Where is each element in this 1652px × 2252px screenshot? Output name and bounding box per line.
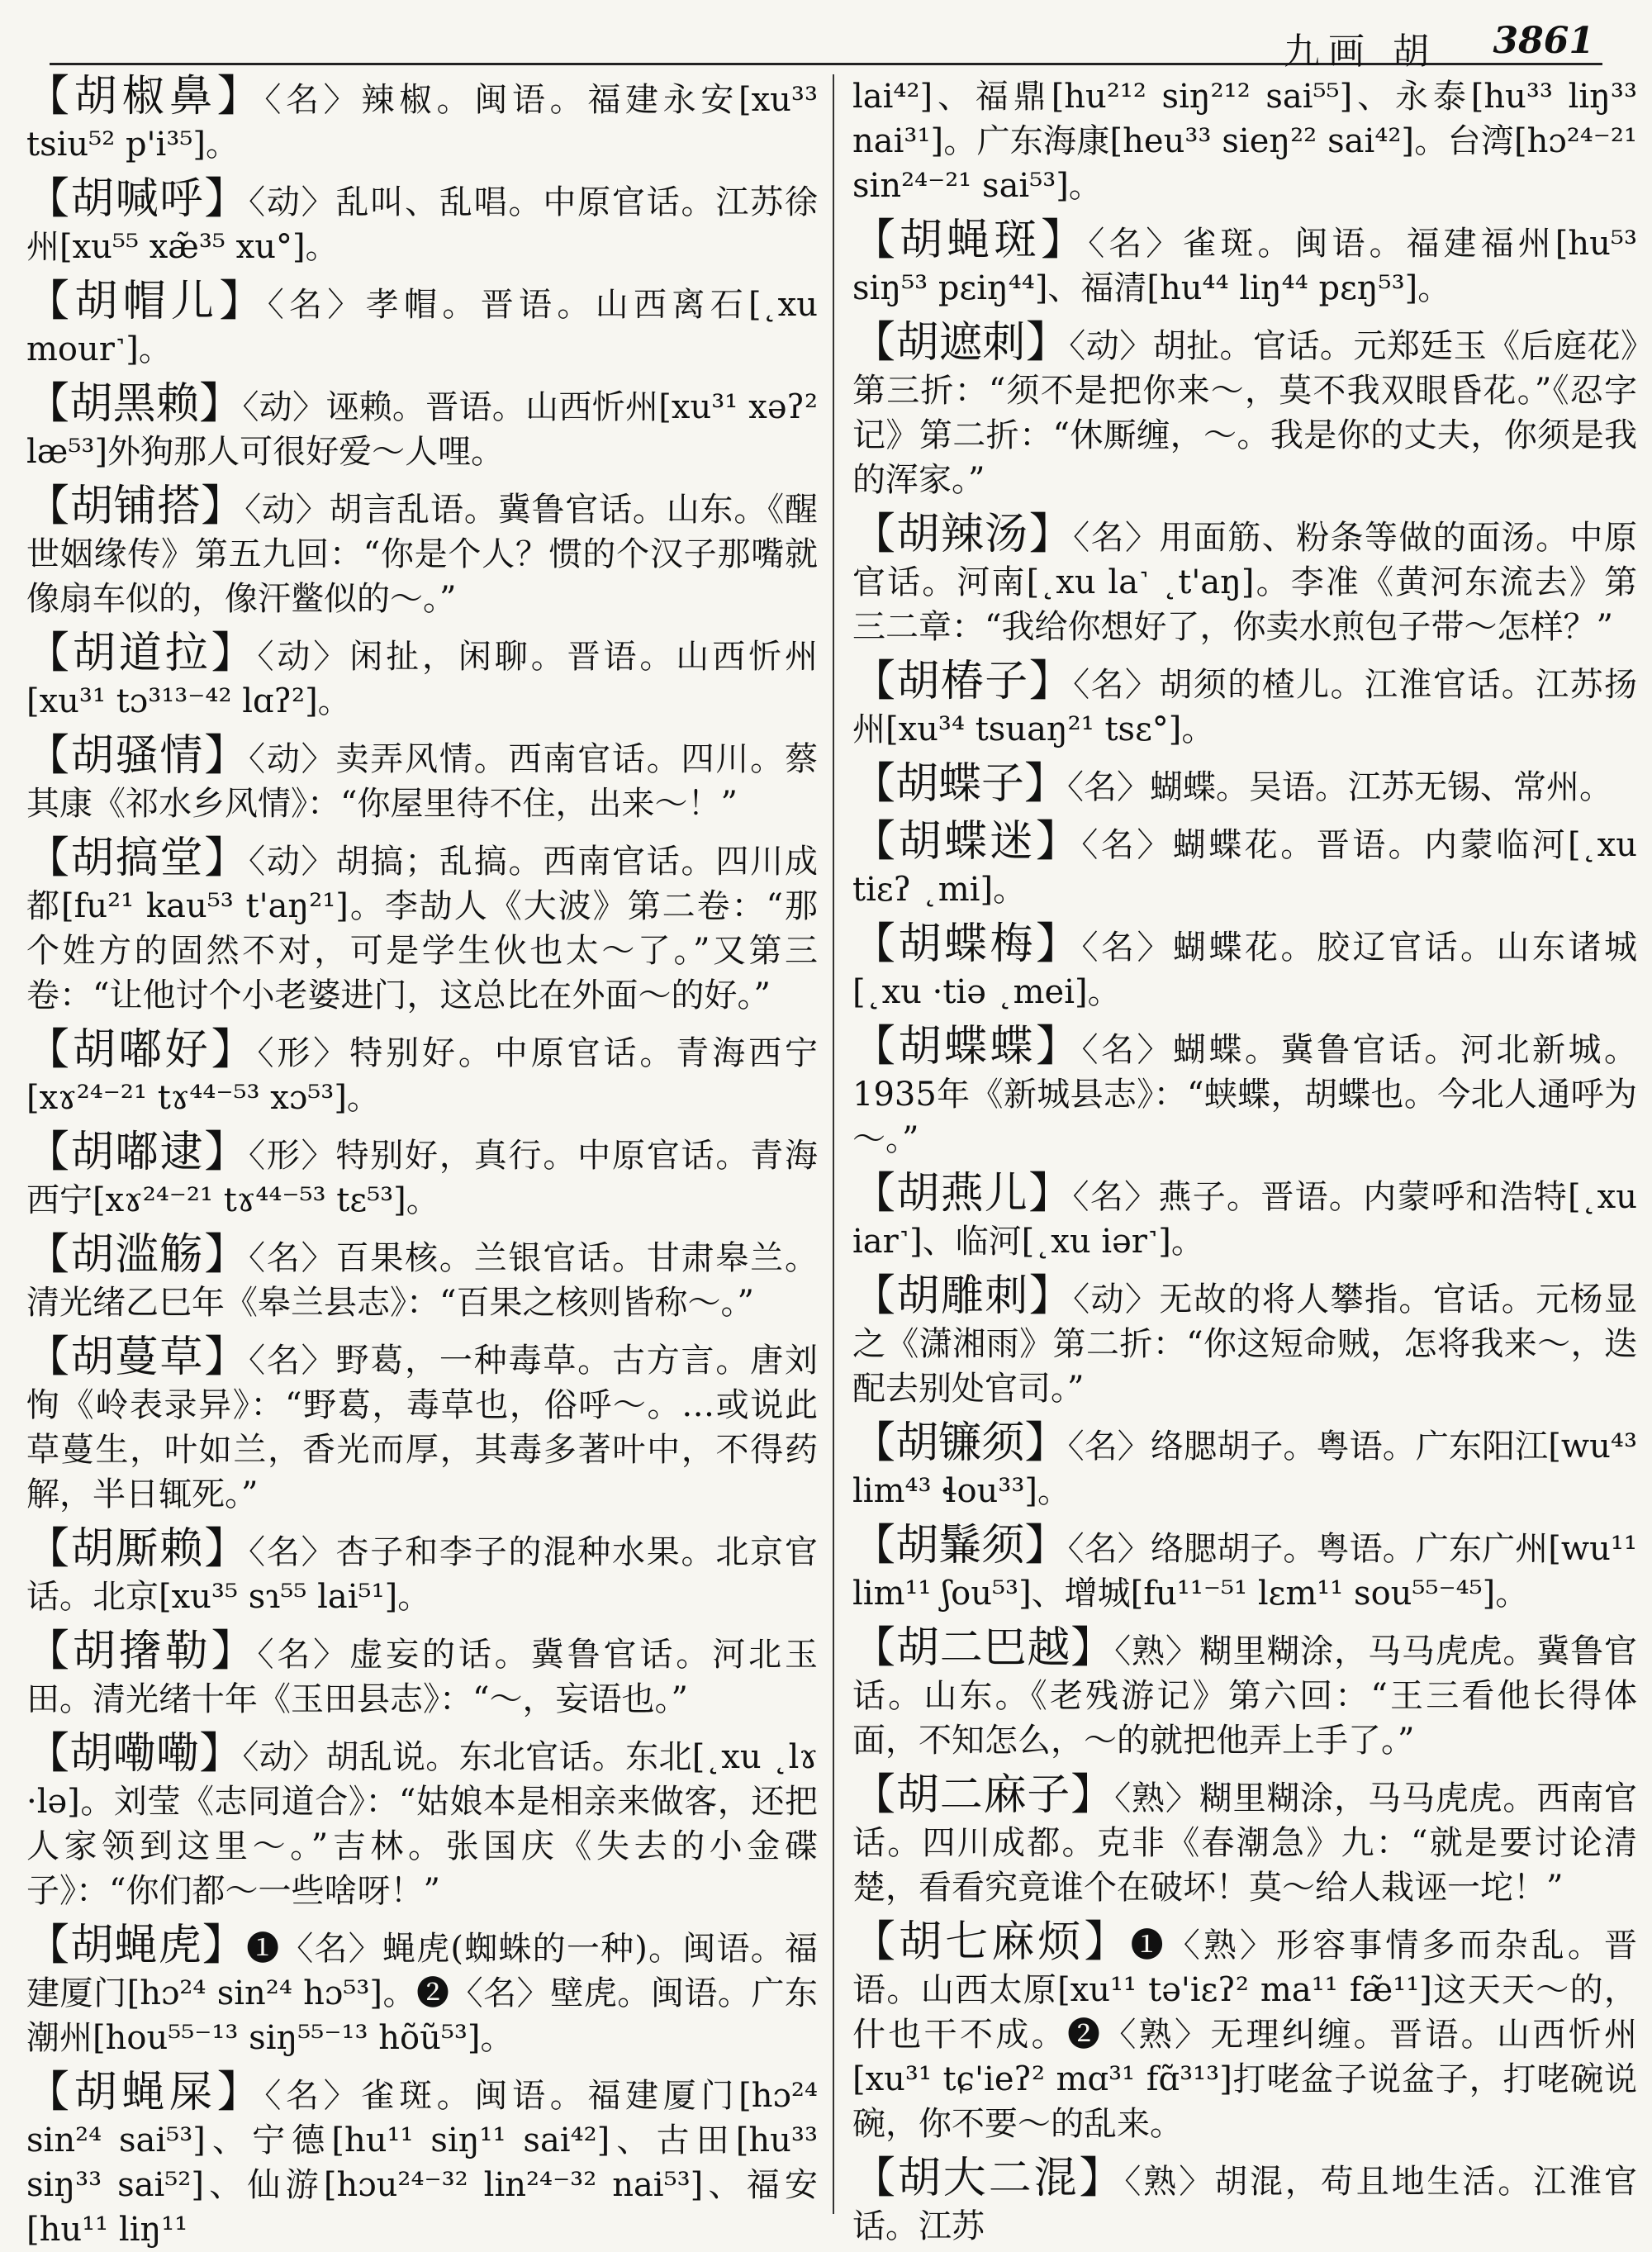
entry-headword: 【胡大二混】 — [852, 2154, 1125, 2203]
entry-headword: 【胡蝶蝶】 — [852, 1022, 1082, 1071]
entry-text: 〈名〉胡须的楂儿。江淮官话。江苏扬州[xu³⁴ tsuaŋ²¹ tsɛ°]。 — [852, 666, 1637, 748]
dictionary-entry — [852, 1271, 1637, 1411]
entry-text: 〈名〉蝴蝶。吴语。江苏无锡、常州。 — [1067, 768, 1613, 806]
entry-headword: 【胡嘞嘞】 — [26, 1729, 243, 1779]
entry-headword: 【胡骚情】 — [26, 731, 249, 781]
running-title: 九画 胡 — [1284, 31, 1437, 73]
entry-headword: 【胡椒鼻】 — [26, 72, 265, 121]
dictionary-entry — [26, 1524, 818, 1619]
dictionary-entry — [852, 318, 1637, 502]
entry-text: 〈熟〉糊里糊涂，马马虎虎。冀鲁官话。山东。《老残游记》第六回：“王三看他长得体面，不知怎么，～的就把他弄上手了。” — [852, 1632, 1637, 1760]
dictionary-entry — [852, 1024, 1637, 1162]
dictionary-entry — [852, 1521, 1648, 1616]
entry-text: 〈名〉百果核。兰银官话。甘肃皋兰。清光绪乙巳年《皋兰县志》：“百果之核则皆称～。” — [26, 1239, 818, 1322]
dictionary-entry — [852, 659, 1637, 752]
entry-text: 〈名〉野葛，一种毒草。古方言。唐刘恂《岭表录异》：“野葛，毒草也，俗呼～。…或说此草蔓生，叶如兰，香光而厚，其毒多著叶中，不得药解，半日辄死。” — [26, 1342, 818, 1513]
dictionary-entry — [852, 919, 1637, 1014]
dictionary-entry — [852, 2156, 1637, 2249]
entry-headword: 【胡蝶子】 — [852, 759, 1068, 809]
entry-text: 〈名〉燕子。晋语。内蒙呼和浩特[˛xu iar˺]、临河[˛xu iər˺]。 — [852, 1178, 1648, 1261]
entry-headword: 【胡蝇斑】 — [852, 216, 1089, 265]
entry-headword: 【胡七麻烦】 — [852, 1917, 1131, 1967]
dictionary-entry — [26, 631, 818, 724]
entry-headword: 【胡二麻子】 — [852, 1770, 1115, 1820]
entry-text: 〈动〉诬赖。晋语。山西忻州[xu³¹ xəʔ² læ⁵³]外狗那人可很好爱～人哩。 — [26, 388, 828, 471]
entry-text: 〈名〉雀斑。闽语。福建厦门[hɔ²⁴ sin²⁴ sai⁵³]、宁德[hu¹¹ siŋ¹¹ sai⁴²]、古田[hu³³ siŋ³³ sai⁵²]、仙游[hɔu²⁴⁻³² lin²⁴⁻³² nai⁵³]、福安[hu¹¹ liŋ¹¹ — [26, 2077, 828, 2249]
entry-text: 〈动〉乱叫、乱唱。中原官话。江苏徐州[xu⁵⁵ xæ̃³⁵ xu°]。 — [26, 183, 818, 266]
entry-headword: 【胡嘟逮】 — [26, 1128, 249, 1177]
entry-text: 〈名〉雀斑。闽语。福建福州[hu⁵³ siŋ⁵³ pɛiŋ⁴⁴]、福清[hu⁴⁴ liŋ⁴⁴ pɛŋ⁵³]。 — [852, 225, 1648, 307]
entry-headword: 【胡搞堂】 — [26, 834, 249, 883]
entry-text: 〈动〉胡搞；乱搞。西南官话。四川成都[fu²¹ kau⁵³ t'aŋ²¹]。李劼人《大波》第二卷：“那个姓方的固然不对，可是学生伙也太～了。”又第三卷：“让他讨个小老婆进门，这总比在外面～的好。” — [26, 843, 818, 1014]
entry-headword: 【胡厮赖】 — [26, 1524, 249, 1574]
entry-headword: 【胡蝶梅】 — [852, 919, 1082, 969]
entry-text: lai⁴²]、福鼎[hu²¹² siŋ²¹² sai⁵⁵]、永泰[hu³³ liŋ³³ nai³¹]。广东海康[heu³³ sieŋ²² sai⁴²]。台湾[hɔ²⁴⁻²¹ sin²⁴⁻²¹ sai⁵³]。 — [852, 78, 1648, 205]
dictionary-entry — [26, 1923, 818, 2060]
entry-text: ❶〈熟〉形容事情多而杂乱。晋语。山西太原[xu¹¹ tə'iɛʔ² ma¹¹ fæ̃¹¹]这天天～的，什也干不成。❷〈熟〉无理纠缠。晋语。山西忻州[xu³¹ tɕ'ieʔ² mɑ³¹ fɑ̃³¹³]打咾盆子说盆子，打咾碗说碗，你不要～的乱来。 — [852, 1927, 1637, 2143]
entry-headword: 【胡滥觞】 — [26, 1230, 249, 1280]
entry-text: 〈名〉蝴蝶花。胶辽官话。山东诸城[˛xu ·tiə ˛mei]。 — [852, 929, 1637, 1011]
entry-headword: 【胡蝶迷】 — [852, 817, 1082, 867]
dictionary-entry — [26, 174, 818, 269]
entry-text: 〈名〉络腮胡子。粤语。广东广州[wu¹¹ lim¹¹ ʃou⁵³]、增城[fu¹¹⁻⁵¹ lɛm¹¹ sou⁵⁵⁻⁴⁵]。 — [852, 1530, 1648, 1613]
entry-text: 〈熟〉胡混，苟且地生活。江淮官话。江苏 — [852, 2163, 1637, 2245]
entry-headword: 【胡铺搭】 — [26, 482, 245, 531]
entry-text: 〈动〉胡言乱语。冀鲁官话。山东。《醒世姻缘传》第五九回：“你是个人？惯的个汉子那嘴就像扇车似的，像汗鳖似的～。” — [26, 491, 818, 618]
entry-headword: 【胡黑赖】 — [26, 379, 243, 429]
entry-text: 〈名〉虚妄的话。冀鲁官话。河北玉田。清光绪十年《玉田县志》：“～，妄语也。” — [26, 1636, 818, 1718]
dictionary-entry — [26, 2068, 828, 2252]
dictionary-entry — [852, 512, 1637, 649]
entry-text: 〈动〉无故的将人攀指。官话。元杨显之《潇湘雨》第二折：“你这短命贼，怎将我来～，迭配去别处官司。” — [852, 1280, 1637, 1408]
dictionary-entry — [26, 277, 828, 372]
dictionary-entry — [852, 817, 1648, 912]
dictionary-entry — [26, 484, 818, 621]
entry-headword: 【胡镰须】 — [852, 1418, 1068, 1468]
left-column — [26, 72, 828, 2249]
entry-text: 〈动〉胡乱说。东北官话。东北[˛xu ˛lɤ ·lə]。刘莹《志同道合》：“姑娘本是相亲来做客，还把人家领到这里～。”吉林。张国庆《失去的小金碟子》：“你们都～一些啥呀！” — [26, 1738, 828, 1910]
dictionary-entry — [26, 1335, 818, 1517]
dictionary-entry — [852, 216, 1648, 311]
entry-text: 〈名〉孝帽。晋语。山西离石[˛xu mour˺]。 — [26, 286, 828, 368]
dictionary-entry — [852, 1770, 1637, 1910]
entry-text: 〈动〉卖弄风情。西南官话。四川。蔡其康《祁水乡风情》：“你屋里待不住，出来～！” — [26, 740, 818, 823]
entry-text: 〈名〉络腮胡子。粤语。广东阳江[wu⁴³ lim⁴³ ɬou³³]。 — [852, 1428, 1648, 1510]
column-divider — [833, 74, 834, 2214]
entry-headword: 【胡椿子】 — [852, 657, 1074, 706]
dictionary-entry — [26, 1230, 818, 1325]
entry-text: ❶〈名〉蝇虎(蜘蛛的一种)。闽语。福建厦门[hɔ²⁴ sin²⁴ hɔ⁵³]。❷〈名〉壁虎。闽语。广东潮州[hou⁵⁵⁻¹³ siŋ⁵⁵⁻¹³ hõũ⁵³]。 — [26, 1930, 818, 2057]
entry-text: 〈名〉辣椒。闽语。福建永安[xu³³ tsiu⁵² p'i³⁵]。 — [26, 81, 828, 164]
entry-continuation — [852, 74, 1648, 208]
page-header — [50, 13, 1602, 73]
dictionary-entry — [852, 1169, 1648, 1264]
entry-headword: 【胡蝇屎】 — [26, 2068, 265, 2117]
entry-headword: 【胡辣汤】 — [852, 510, 1074, 559]
entry-headword: 【胡鬑须】 — [852, 1521, 1068, 1570]
entry-headword: 【胡二巴越】 — [852, 1623, 1115, 1673]
entry-text: 〈形〉特别好，真行。中原官话。青海西宁[xɤ²⁴⁻²¹ tɤ⁴⁴⁻⁵³ tɛ⁵³]。 — [26, 1137, 818, 1219]
entry-headword: 【胡帽儿】 — [26, 277, 268, 326]
entry-headword: 【胡蝇虎】 — [26, 1921, 247, 1970]
dictionary-entry — [26, 72, 828, 167]
dictionary-entry — [852, 1418, 1648, 1513]
entry-headword: 【胡遮刺】 — [852, 318, 1070, 368]
dictionary-entry — [852, 759, 1637, 810]
entry-headword: 【胡喊呼】 — [26, 174, 249, 224]
entry-text: 〈名〉用面筋、粉条等做的面汤。中原官话。河南[˛xu la˺ ˛t'aŋ]。李准《黄河东流去》第三二章：“我给你想好了，你卖水煎包子带～怎样？” — [852, 519, 1637, 646]
dictionary-entry — [852, 1623, 1637, 1763]
dictionary-entry — [26, 1729, 828, 1913]
entry-headword: 【胡燕儿】 — [852, 1169, 1073, 1219]
dictionary-entry — [26, 1629, 818, 1722]
entry-text: 〈名〉蝴蝶花。晋语。内蒙临河[˛xu tiɛʔ ˛mi]。 — [852, 826, 1648, 909]
entry-text: 〈形〉特别好。中原官话。青海西宁[xɤ²⁴⁻²¹ tɤ⁴⁴⁻⁵³ xɔ⁵³]。 — [26, 1034, 818, 1117]
dictionary-entry — [26, 1025, 818, 1120]
entry-headword: 【胡雕刺】 — [852, 1271, 1074, 1321]
entry-text: 〈动〉胡扯。官话。元郑廷玉《后庭花》第三折：“须不是把你来～，莫不我双眼昏花。”《忍字记》第二折：“休厮缠，～。我是你的丈夫，你须是我的浑家。” — [852, 327, 1637, 499]
entry-headword: 【胡蔓草】 — [26, 1333, 249, 1382]
dictionary-entry — [852, 1917, 1637, 2146]
entry-headword: 【胡嘟好】 — [26, 1025, 258, 1075]
right-column — [852, 74, 1648, 2245]
entry-headword: 【胡撦勒】 — [26, 1627, 258, 1676]
dictionary-entry — [26, 379, 828, 474]
dictionary-entry — [26, 836, 818, 1018]
entry-headword: 【胡道拉】 — [26, 629, 258, 678]
entry-text: 〈名〉蝴蝶。冀鲁官话。河北新城。1935年《新城县志》：“蛱蝶，胡蝶也。今北人通呼为～。” — [852, 1031, 1637, 1158]
page-number: 3861 — [1493, 20, 1594, 62]
dictionary-entry — [26, 731, 818, 826]
dictionary-entry — [26, 1130, 818, 1223]
entry-text: 〈名〉杏子和李子的混种水果。北京官话。北京[xu³⁵ sɿ⁵⁵ lai⁵¹]。 — [26, 1533, 818, 1616]
entry-text: 〈熟〉糊里糊涂，马马虎虎。西南官话。四川成都。克非《春潮急》九：“就是要讨论清楚，看看究竟谁个在破坏！莫～给人栽诬一坨！” — [852, 1779, 1637, 1907]
entry-text: 〈动〉闲扯，闲聊。晋语。山西忻州[xu³¹ tɔ³¹³⁻⁴² lɑʔ²]。 — [26, 638, 818, 720]
